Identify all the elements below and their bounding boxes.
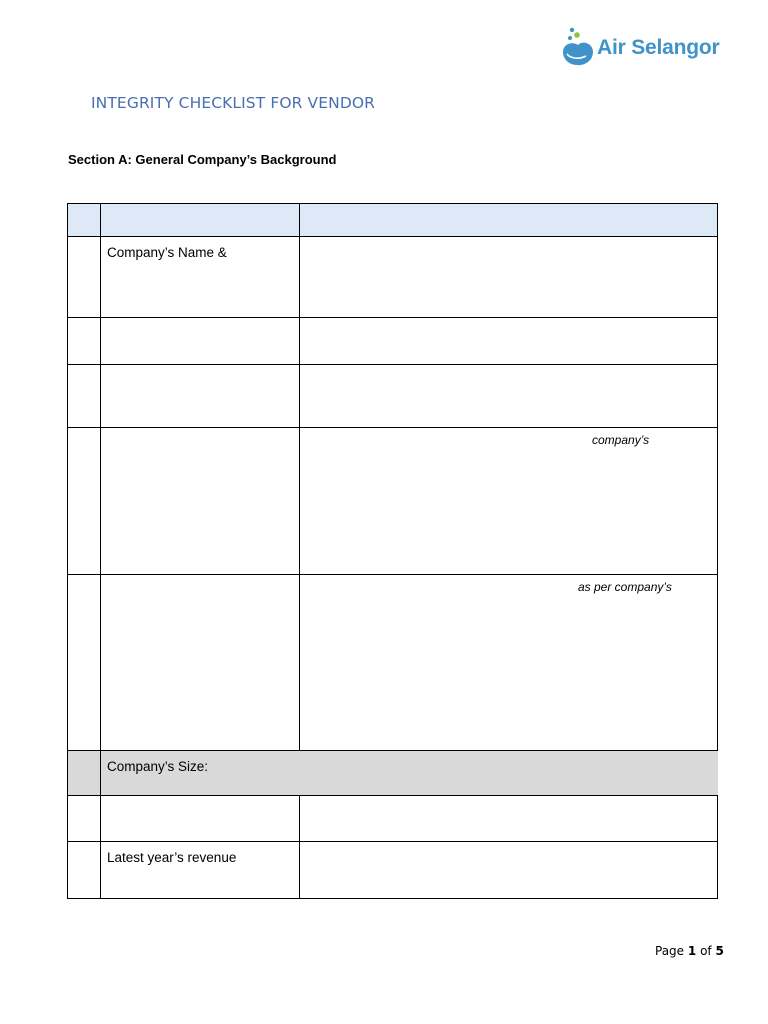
document-title: INTEGRITY CHECKLIST FOR VENDOR [91, 94, 376, 112]
company-background-table [67, 203, 718, 899]
row-answer-cell[interactable] [300, 575, 718, 751]
row-answer-cell[interactable] [300, 842, 718, 899]
company-size-label-cell [101, 751, 718, 796]
table-row [68, 365, 718, 428]
row-answer-cell[interactable] [300, 796, 718, 842]
table-row [68, 318, 718, 365]
row-label-cell [101, 237, 300, 318]
row-label: Company’s Name & [107, 245, 227, 260]
page-total: 5 [715, 944, 724, 958]
page-number-footer [655, 944, 724, 958]
table-row [68, 575, 718, 751]
logo-text: Air Selangor [597, 36, 720, 59]
row-hint-text: company’s [592, 433, 650, 447]
row-number-cell [68, 365, 101, 428]
row-label [101, 365, 299, 373]
row-number-cell [68, 751, 101, 796]
row-label [101, 318, 299, 326]
row-answer-cell[interactable] [300, 318, 718, 365]
water-drop-logo-icon [560, 26, 596, 68]
company-size-label: Company’s Size: [107, 759, 209, 774]
row-label: Latest year’s revenue [107, 850, 237, 865]
row-hint-text: as per company’s [578, 580, 672, 594]
header-cell-details [300, 204, 718, 237]
row-label-cell [101, 842, 300, 899]
row-label-cell [101, 428, 300, 575]
table-header-row [68, 204, 718, 237]
row-label [101, 796, 299, 804]
row-answer-cell[interactable] [300, 365, 718, 428]
row-label-cell [101, 575, 300, 751]
row-answer-cell[interactable] [300, 428, 718, 575]
row-label-cell [101, 365, 300, 428]
page-word: Page [655, 944, 685, 958]
table-row [68, 842, 718, 899]
row-number-cell [68, 575, 101, 751]
of-word: of [700, 944, 712, 958]
row-answer-cell[interactable] [300, 237, 718, 318]
page-current: 1 [687, 944, 697, 958]
row-number-cell [68, 237, 101, 318]
company-size-row [68, 751, 718, 796]
row-label-cell [101, 796, 300, 842]
row-number-cell [68, 796, 101, 842]
table-row [68, 237, 718, 318]
row-label-cell [101, 318, 300, 365]
row-number-cell [68, 842, 101, 899]
table-row [68, 428, 718, 575]
row-number-cell [68, 428, 101, 575]
table-row [68, 796, 718, 842]
header-cell-item [101, 204, 300, 237]
air-selangor-logo [560, 26, 730, 68]
row-label [101, 428, 299, 436]
row-number-cell [68, 318, 101, 365]
row-label [101, 575, 299, 583]
header-cell-no [68, 204, 101, 237]
section-heading: Section A: General Company’s Background [68, 152, 337, 167]
